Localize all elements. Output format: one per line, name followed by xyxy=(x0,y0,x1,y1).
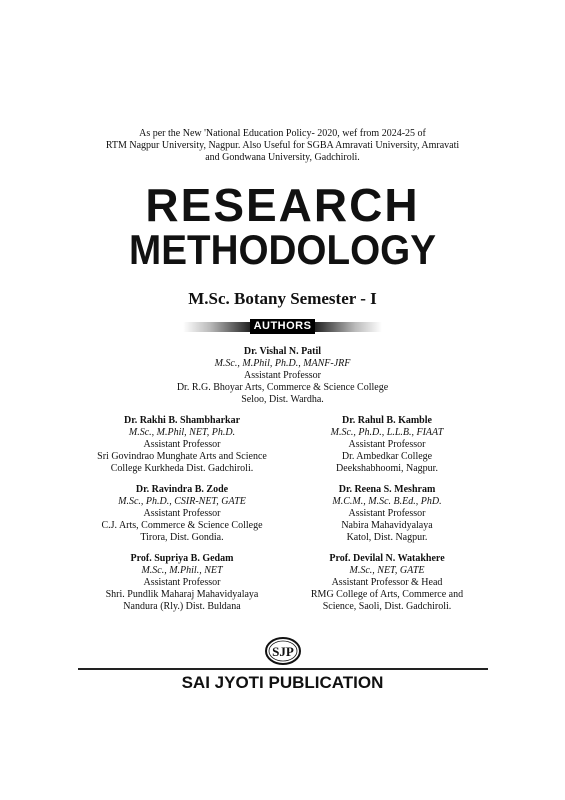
author-name: Dr. Rakhi B. Shambharkar xyxy=(123,415,241,426)
author-card xyxy=(302,484,472,544)
author-name: Dr. Vishal N. Patil xyxy=(243,346,322,357)
author-affiliation: Tirora, Dist. Gondia. xyxy=(140,532,224,543)
author-affiliation: Science, Saoli, Dist. Gadchiroli. xyxy=(322,601,452,612)
author-affiliation: Dr. R.G. Bhoyar Arts, Commerce & Science College xyxy=(176,382,389,393)
author-degrees: M.Sc., M.Phil., NET xyxy=(141,565,223,576)
author-degrees: M.Sc., Ph.D., L.L.B., FIAAT xyxy=(330,427,444,438)
author-role: Assistant Professor xyxy=(143,577,221,588)
author-affiliation: Nandura (Rly.) Dist. Buldana xyxy=(123,601,241,612)
author-affiliation: RMG College of Arts, Commerce and xyxy=(310,589,464,600)
author-degrees: M.C.M., M.Sc. B.Ed., PhD. xyxy=(332,496,442,507)
author-card xyxy=(296,553,478,613)
author-degrees: M.Sc., M.Phil, Ph.D., MANF-JRF xyxy=(214,358,351,369)
policy-note xyxy=(90,128,475,164)
policy-note-line-2: RTM Nagpur University, Nagpur. Also Useful for SGBA Amravati University, Amravati xyxy=(105,140,460,151)
logo-text: SJP xyxy=(272,644,294,659)
author-affiliation: C.J. Arts, Commerce & Science College xyxy=(101,520,263,531)
author-affiliation: Seloo, Dist. Wardha. xyxy=(241,394,324,405)
author-name: Dr. Rahul B. Kamble xyxy=(342,415,432,426)
author-affiliation: College Kurkheda Dist. Gadchiroli. xyxy=(110,463,254,474)
author-affiliation: Dr. Ambedkar College xyxy=(341,451,433,462)
author-name: Dr. Ravindra B. Zode xyxy=(135,484,229,495)
author-card xyxy=(82,415,282,475)
authors-heading-bar xyxy=(183,319,382,334)
authors-bar-left-gradient xyxy=(183,322,250,332)
author-lead xyxy=(150,346,415,406)
policy-note-line-1: As per the New 'National Education Policy- 2020, wef from 2024-25 of xyxy=(139,128,426,139)
publisher-divider xyxy=(78,668,488,670)
book-title-line-2: METHODOLOGY xyxy=(129,226,436,273)
authors-heading: AUTHORS xyxy=(250,319,316,334)
publisher-name: SAI JYOTI PUBLICATION xyxy=(181,673,384,692)
author-card xyxy=(82,484,282,544)
policy-note-line-3: and Gondwana University, Gadchiroli. xyxy=(205,152,360,163)
author-card xyxy=(82,553,282,613)
author-affiliation: Deekshabhoomi, Nagpur. xyxy=(336,463,438,474)
book-title-line-1: RESEARCH xyxy=(145,179,420,231)
sjp-logo-icon xyxy=(263,636,303,666)
author-affiliation: Sri Govindrao Munghate Arts and Science xyxy=(97,451,267,462)
author-degrees: M.Sc., Ph.D., CSIR-NET, GATE xyxy=(118,496,246,507)
author-card xyxy=(302,415,472,475)
author-affiliation: Nabira Mahavidyalaya xyxy=(341,520,433,531)
author-role: Assistant Professor xyxy=(348,508,426,519)
author-role: Assistant Professor xyxy=(143,508,221,519)
author-name: Prof. Supriya B. Gedam xyxy=(130,553,234,564)
author-affiliation: Katol, Dist. Nagpur. xyxy=(346,532,428,543)
book-subtitle: M.Sc. Botany Semester - I xyxy=(188,289,377,308)
author-name: Prof. Devilal N. Watakhere xyxy=(329,553,445,564)
author-role: Assistant Professor xyxy=(244,370,321,381)
author-role: Assistant Professor xyxy=(348,439,426,450)
author-role: Assistant Professor & Head xyxy=(331,577,443,588)
author-degrees: M.Sc., M.Phil, NET, Ph.D. xyxy=(128,427,236,438)
author-affiliation: Shri. Pundlik Maharaj Mahavidyalaya xyxy=(105,589,259,600)
authors-bar-right-gradient xyxy=(315,322,382,332)
author-degrees: M.Sc., NET, GATE xyxy=(349,565,425,576)
author-role: Assistant Professor xyxy=(143,439,221,450)
author-name: Dr. Reena S. Meshram xyxy=(338,484,436,495)
